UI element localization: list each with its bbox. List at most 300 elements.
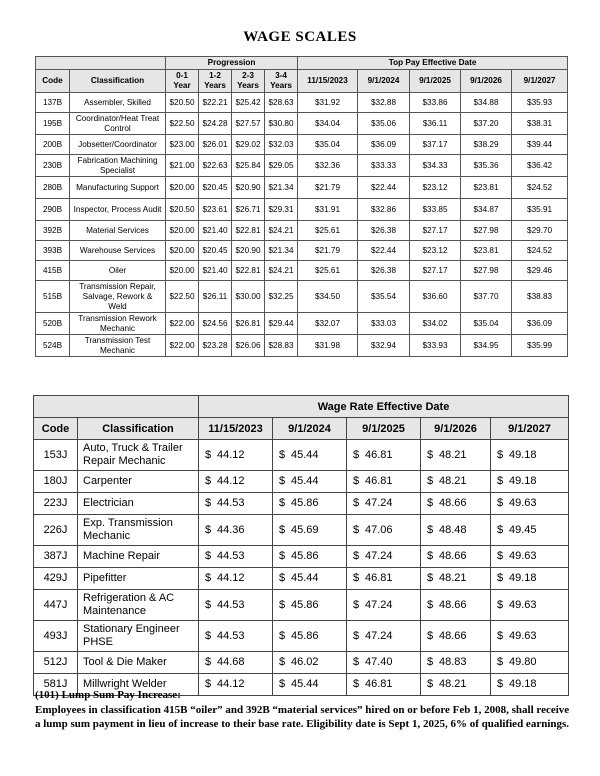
progression-header: 1-2 Years xyxy=(199,70,232,93)
currency-symbol: $ xyxy=(353,497,360,509)
rate-value: 46.81 xyxy=(365,475,393,487)
classification-cell: Jobsetter/Coordinator xyxy=(70,135,166,155)
rate-cell: $32.88 xyxy=(358,93,410,113)
code-cell: 515B xyxy=(36,281,70,313)
rate-cell: $35.91 xyxy=(512,199,568,221)
rate-value: 45.44 xyxy=(291,678,319,690)
table-row xyxy=(36,261,568,281)
rate-cell xyxy=(347,621,421,652)
date-header: 9/1/2025 xyxy=(410,70,461,93)
blank-header-cell xyxy=(34,396,199,418)
rate-cell: $24.52 xyxy=(512,177,568,199)
rate-value: 44.12 xyxy=(217,572,245,584)
rate-cell: $33.93 xyxy=(410,335,461,357)
classification-header: Classification xyxy=(70,70,166,93)
rate-value: 47.06 xyxy=(365,523,393,536)
rate-cell xyxy=(347,515,421,546)
classification-cell: Pipefitter xyxy=(78,568,199,590)
rate-value: 44.12 xyxy=(217,448,245,461)
currency-symbol: $ xyxy=(497,678,504,690)
progression-cell: $24.28 xyxy=(199,113,232,135)
progression-cell: $24.56 xyxy=(199,313,232,335)
rate-value: 44.53 xyxy=(217,598,245,611)
currency-symbol: $ xyxy=(497,497,504,509)
code-cell: 512J xyxy=(34,652,78,674)
currency-symbol: $ xyxy=(279,598,286,611)
rate-value: 47.24 xyxy=(365,497,393,509)
progression-cell: $22.50 xyxy=(166,113,199,135)
progression-cell: $29.31 xyxy=(265,199,298,221)
progression-cell: $30.00 xyxy=(232,281,265,313)
rate-cell: $26.38 xyxy=(358,221,410,241)
rate-value: 45.44 xyxy=(291,572,319,584)
rate-cell: $38.31 xyxy=(512,113,568,135)
code-cell: 447J xyxy=(34,590,78,621)
rate-cell: $34.88 xyxy=(461,93,512,113)
rate-value: 44.53 xyxy=(217,550,245,562)
rate-value: 49.18 xyxy=(509,678,537,690)
currency-symbol: $ xyxy=(205,656,212,668)
progression-cell: $32.03 xyxy=(265,135,298,155)
rate-value: 45.86 xyxy=(291,598,319,611)
rate-cell xyxy=(491,652,569,674)
classification-cell: Carpenter xyxy=(78,471,199,493)
page-title: WAGE SCALES xyxy=(243,29,357,45)
rate-value: 44.53 xyxy=(217,497,245,509)
rate-value: 44.12 xyxy=(217,475,245,487)
rate-cell: $39.44 xyxy=(512,135,568,155)
code-cell: 226J xyxy=(34,515,78,546)
code-cell: 493J xyxy=(34,621,78,652)
rate-cell xyxy=(421,621,491,652)
table-row xyxy=(34,493,569,515)
rate-value: 47.24 xyxy=(365,550,393,562)
rate-value: 49.18 xyxy=(509,572,537,584)
code-cell: 280B xyxy=(36,177,70,199)
wage-rate-table xyxy=(33,395,569,696)
table-row xyxy=(36,335,568,357)
currency-symbol: $ xyxy=(427,678,434,690)
rate-cell: $22.44 xyxy=(358,177,410,199)
classification-cell: Tool & Die Maker xyxy=(78,652,199,674)
classification-cell: Inspector, Process Audit xyxy=(70,199,166,221)
code-cell: 223J xyxy=(34,493,78,515)
rate-cell: $27.17 xyxy=(410,261,461,281)
date-header: 9/1/2026 xyxy=(461,70,512,93)
rate-cell xyxy=(199,652,273,674)
currency-symbol: $ xyxy=(353,598,360,611)
classification-cell: Millwright Welder xyxy=(78,674,199,696)
code-header: Code xyxy=(36,70,70,93)
date-header: 9/1/2027 xyxy=(491,418,569,440)
progression-cell: $22.81 xyxy=(232,221,265,241)
table-row xyxy=(34,515,569,546)
code-cell: 153J xyxy=(34,440,78,471)
currency-symbol: $ xyxy=(279,656,286,668)
currency-symbol: $ xyxy=(205,572,212,584)
rate-value: 47.24 xyxy=(365,629,393,642)
table-row xyxy=(34,621,569,652)
rate-cell xyxy=(273,621,347,652)
rate-cell xyxy=(273,515,347,546)
rate-cell: $38.83 xyxy=(512,281,568,313)
date-header: 9/1/2027 xyxy=(512,70,568,93)
rate-cell: $25.61 xyxy=(298,221,358,241)
currency-symbol: $ xyxy=(279,629,286,642)
rate-value: 45.44 xyxy=(291,475,319,487)
classification-cell: Refrigeration & AC Maintenance xyxy=(78,590,199,621)
rate-cell xyxy=(491,493,569,515)
progression-cell: $25.84 xyxy=(232,155,265,177)
currency-symbol: $ xyxy=(353,448,360,461)
date-header: 11/15/2023 xyxy=(298,70,358,93)
rate-value: 49.63 xyxy=(509,497,537,509)
classification-header: Classification xyxy=(78,418,199,440)
rate-value: 45.86 xyxy=(291,629,319,642)
rate-value: 46.81 xyxy=(365,572,393,584)
currency-symbol: $ xyxy=(427,598,434,611)
progression-cell: $21.34 xyxy=(265,241,298,261)
rate-value: 45.44 xyxy=(291,448,319,461)
code-cell: 524B xyxy=(36,335,70,357)
classification-cell: Transmission Test Mechanic xyxy=(70,335,166,357)
progression-cell: $20.00 xyxy=(166,177,199,199)
date-header: 9/1/2026 xyxy=(421,418,491,440)
currency-symbol: $ xyxy=(427,523,434,536)
progression-cell: $23.00 xyxy=(166,135,199,155)
rate-value: 49.63 xyxy=(509,550,537,562)
progression-header: 2-3 Years xyxy=(232,70,265,93)
rate-cell xyxy=(347,471,421,493)
progression-cell: $26.71 xyxy=(232,199,265,221)
rate-value: 48.21 xyxy=(439,448,467,461)
rate-cell xyxy=(347,590,421,621)
currency-symbol: $ xyxy=(205,497,212,509)
currency-symbol: $ xyxy=(427,572,434,584)
rate-cell: $34.02 xyxy=(410,313,461,335)
rate-value: 45.86 xyxy=(291,497,319,509)
date-header: 9/1/2024 xyxy=(358,70,410,93)
currency-symbol: $ xyxy=(427,656,434,668)
rate-cell xyxy=(199,471,273,493)
progression-group-header: Progression xyxy=(166,57,298,70)
currency-symbol: $ xyxy=(279,550,286,562)
currency-symbol: $ xyxy=(497,629,504,642)
rate-cell: $21.79 xyxy=(298,177,358,199)
rate-cell: $37.20 xyxy=(461,113,512,135)
currency-symbol: $ xyxy=(497,598,504,611)
currency-symbol: $ xyxy=(497,523,504,536)
progression-cell: $27.57 xyxy=(232,113,265,135)
rate-cell xyxy=(199,621,273,652)
currency-symbol: $ xyxy=(353,572,360,584)
table-row xyxy=(34,652,569,674)
rate-cell: $35.36 xyxy=(461,155,512,177)
progression-cell: $20.50 xyxy=(166,199,199,221)
currency-symbol: $ xyxy=(279,678,286,690)
rate-value: 44.12 xyxy=(217,678,245,690)
currency-symbol: $ xyxy=(205,448,212,461)
table-row xyxy=(36,113,568,135)
table-row xyxy=(36,199,568,221)
lump-sum-note xyxy=(35,688,575,731)
currency-symbol: $ xyxy=(279,523,286,536)
progression-cell: $23.61 xyxy=(199,199,232,221)
table-row xyxy=(36,135,568,155)
rate-value: 49.18 xyxy=(509,475,537,487)
code-cell: 180J xyxy=(34,471,78,493)
rate-value: 49.63 xyxy=(509,598,537,611)
rate-cell xyxy=(491,621,569,652)
rate-cell: $35.99 xyxy=(512,335,568,357)
progression-cell: $29.02 xyxy=(232,135,265,155)
rate-cell xyxy=(199,568,273,590)
rate-value: 48.21 xyxy=(439,475,467,487)
rate-cell xyxy=(491,546,569,568)
progression-header: 3-4 Years xyxy=(265,70,298,93)
rate-cell: $23.12 xyxy=(410,241,461,261)
rate-value: 49.18 xyxy=(509,448,537,461)
table-row xyxy=(36,241,568,261)
classification-cell: Fabrication Machining Specialist xyxy=(70,155,166,177)
classification-cell: Coordinator/Heat Treat Control xyxy=(70,113,166,135)
rate-cell: $23.12 xyxy=(410,177,461,199)
progression-cell: $22.81 xyxy=(232,261,265,281)
progression-cell: $22.21 xyxy=(199,93,232,113)
rate-cell: $23.81 xyxy=(461,177,512,199)
table-row xyxy=(36,221,568,241)
progression-cell: $21.34 xyxy=(265,177,298,199)
rate-cell: $36.09 xyxy=(512,313,568,335)
currency-symbol: $ xyxy=(205,678,212,690)
code-header: Code xyxy=(34,418,78,440)
date-header: 9/1/2025 xyxy=(347,418,421,440)
rate-value: 44.53 xyxy=(217,629,245,642)
currency-symbol: $ xyxy=(353,523,360,536)
rate-cell: $29.46 xyxy=(512,261,568,281)
rate-cell: $32.36 xyxy=(298,155,358,177)
classification-cell: Transmission Repair, Salvage, Rework & Weld xyxy=(70,281,166,313)
rate-cell xyxy=(421,493,491,515)
classification-cell: Transmission Rework Mechanic xyxy=(70,313,166,335)
currency-symbol: $ xyxy=(497,656,504,668)
classification-cell: Material Services xyxy=(70,221,166,241)
rate-value: 49.80 xyxy=(509,656,537,668)
table-row xyxy=(34,440,569,471)
rate-cell xyxy=(347,546,421,568)
rate-cell xyxy=(273,590,347,621)
progression-header: 0-1 Year xyxy=(166,70,199,93)
rate-cell xyxy=(347,440,421,471)
currency-symbol: $ xyxy=(497,550,504,562)
rate-cell: $23.81 xyxy=(461,241,512,261)
table-row xyxy=(34,471,569,493)
progression-cell: $20.00 xyxy=(166,221,199,241)
rate-cell: $27.98 xyxy=(461,221,512,241)
progression-cell: $30.80 xyxy=(265,113,298,135)
rate-cell: $26.38 xyxy=(358,261,410,281)
currency-symbol: $ xyxy=(427,475,434,487)
progression-cell: $28.83 xyxy=(265,335,298,357)
rate-cell xyxy=(273,471,347,493)
table-row xyxy=(34,590,569,621)
rate-cell xyxy=(491,515,569,546)
rate-cell: $25.61 xyxy=(298,261,358,281)
table-row xyxy=(36,155,568,177)
currency-symbol: $ xyxy=(353,475,360,487)
rate-cell: $27.17 xyxy=(410,221,461,241)
rate-value: 47.40 xyxy=(365,656,393,668)
rate-value: 48.66 xyxy=(439,497,467,509)
progression-cell: $20.00 xyxy=(166,261,199,281)
code-cell: 429J xyxy=(34,568,78,590)
rate-cell: $21.79 xyxy=(298,241,358,261)
rate-cell: $32.07 xyxy=(298,313,358,335)
rate-cell: $34.04 xyxy=(298,113,358,135)
rate-cell: $33.85 xyxy=(410,199,461,221)
currency-symbol: $ xyxy=(427,497,434,509)
rate-cell: $32.94 xyxy=(358,335,410,357)
currency-symbol: $ xyxy=(353,656,360,668)
rate-value: 48.66 xyxy=(439,598,467,611)
progression-cell: $20.50 xyxy=(166,93,199,113)
rate-cell xyxy=(199,440,273,471)
rate-cell xyxy=(347,568,421,590)
wage-scales-table xyxy=(35,56,568,357)
rate-cell xyxy=(347,493,421,515)
table-row xyxy=(36,177,568,199)
rate-cell: $36.60 xyxy=(410,281,461,313)
progression-cell: $20.90 xyxy=(232,241,265,261)
currency-symbol: $ xyxy=(205,475,212,487)
progression-cell: $26.06 xyxy=(232,335,265,357)
currency-symbol: $ xyxy=(497,572,504,584)
currency-symbol: $ xyxy=(353,678,360,690)
rate-cell xyxy=(491,590,569,621)
rate-cell: $34.50 xyxy=(298,281,358,313)
rate-cell xyxy=(491,568,569,590)
progression-cell: $21.40 xyxy=(199,221,232,241)
rate-cell: $37.17 xyxy=(410,135,461,155)
rate-cell xyxy=(273,546,347,568)
progression-cell: $20.00 xyxy=(166,241,199,261)
progression-cell: $25.42 xyxy=(232,93,265,113)
progression-cell: $28.63 xyxy=(265,93,298,113)
rate-cell xyxy=(273,652,347,674)
progression-cell: $22.50 xyxy=(166,281,199,313)
classification-cell: Assembler, Skilled xyxy=(70,93,166,113)
rate-cell xyxy=(273,493,347,515)
rate-cell: $24.52 xyxy=(512,241,568,261)
date-header: 11/15/2023 xyxy=(199,418,273,440)
progression-cell: $22.00 xyxy=(166,313,199,335)
classification-cell: Exp. Transmission Mechanic xyxy=(78,515,199,546)
rate-cell: $34.87 xyxy=(461,199,512,221)
rate-cell: $31.92 xyxy=(298,93,358,113)
rate-value: 44.36 xyxy=(217,523,245,536)
code-cell: 415B xyxy=(36,261,70,281)
table-row xyxy=(36,93,568,113)
progression-cell: $24.21 xyxy=(265,261,298,281)
rate-cell xyxy=(273,568,347,590)
rate-cell: $35.54 xyxy=(358,281,410,313)
progression-cell: $20.90 xyxy=(232,177,265,199)
classification-cell: Stationary Engineer PHSE xyxy=(78,621,199,652)
rate-cell: $31.91 xyxy=(298,199,358,221)
progression-cell: $23.28 xyxy=(199,335,232,357)
rate-cell xyxy=(199,546,273,568)
rate-cell: $36.42 xyxy=(512,155,568,177)
rate-value: 48.21 xyxy=(439,572,467,584)
rate-cell xyxy=(421,546,491,568)
progression-cell: $20.45 xyxy=(199,177,232,199)
currency-symbol: $ xyxy=(353,550,360,562)
rate-value: 48.66 xyxy=(439,550,467,562)
rate-value: 47.24 xyxy=(365,598,393,611)
rate-cell: $35.04 xyxy=(461,313,512,335)
rate-value: 45.69 xyxy=(291,523,319,536)
date-header: 9/1/2024 xyxy=(273,418,347,440)
wage-rate-group-header: Wage Rate Effective Date xyxy=(199,396,569,418)
code-cell: 290B xyxy=(36,199,70,221)
currency-symbol: $ xyxy=(279,572,286,584)
rate-cell xyxy=(421,440,491,471)
rate-cell: $35.06 xyxy=(358,113,410,135)
currency-symbol: $ xyxy=(353,629,360,642)
progression-cell: $26.11 xyxy=(199,281,232,313)
rate-cell: $37.70 xyxy=(461,281,512,313)
code-cell: 520B xyxy=(36,313,70,335)
rate-value: 46.81 xyxy=(365,448,393,461)
rate-cell xyxy=(199,515,273,546)
rate-cell xyxy=(273,440,347,471)
rate-cell xyxy=(421,471,491,493)
rate-cell xyxy=(491,471,569,493)
rate-value: 45.86 xyxy=(291,550,319,562)
rate-cell xyxy=(347,652,421,674)
table-row xyxy=(34,546,569,568)
classification-cell: Manufacturing Support xyxy=(70,177,166,199)
note-body: Employees in classification 415B “oiler” and 392B “material services” hired on or before Feb 1, 2008, shall receive a lump sum payment in lieu of increase to their base rate. Eligibility date is Sept 1, 2025, 6% of qualified earnings. xyxy=(35,704,570,730)
classification-cell: Electrician xyxy=(78,493,199,515)
currency-symbol: $ xyxy=(427,448,434,461)
rate-value: 46.02 xyxy=(291,656,319,668)
code-cell: 581J xyxy=(34,674,78,696)
rate-cell xyxy=(199,590,273,621)
code-cell: 393B xyxy=(36,241,70,261)
currency-symbol: $ xyxy=(279,448,286,461)
rate-value: 48.21 xyxy=(439,678,467,690)
code-cell: 195B xyxy=(36,113,70,135)
progression-cell: $21.00 xyxy=(166,155,199,177)
rate-cell: $36.11 xyxy=(410,113,461,135)
rate-cell xyxy=(421,568,491,590)
rate-value: 49.63 xyxy=(509,629,537,642)
rate-value: 48.83 xyxy=(439,656,467,668)
rate-cell: $34.95 xyxy=(461,335,512,357)
currency-symbol: $ xyxy=(205,598,212,611)
currency-symbol: $ xyxy=(427,550,434,562)
rate-value: 46.81 xyxy=(365,678,393,690)
rate-cell: $33.33 xyxy=(358,155,410,177)
table-row xyxy=(36,281,568,313)
progression-cell: $22.00 xyxy=(166,335,199,357)
top-pay-group-header: Top Pay Effective Date xyxy=(298,57,568,70)
progression-cell: $21.40 xyxy=(199,261,232,281)
rate-value: 48.66 xyxy=(439,629,467,642)
code-cell: 387J xyxy=(34,546,78,568)
rate-cell xyxy=(421,590,491,621)
